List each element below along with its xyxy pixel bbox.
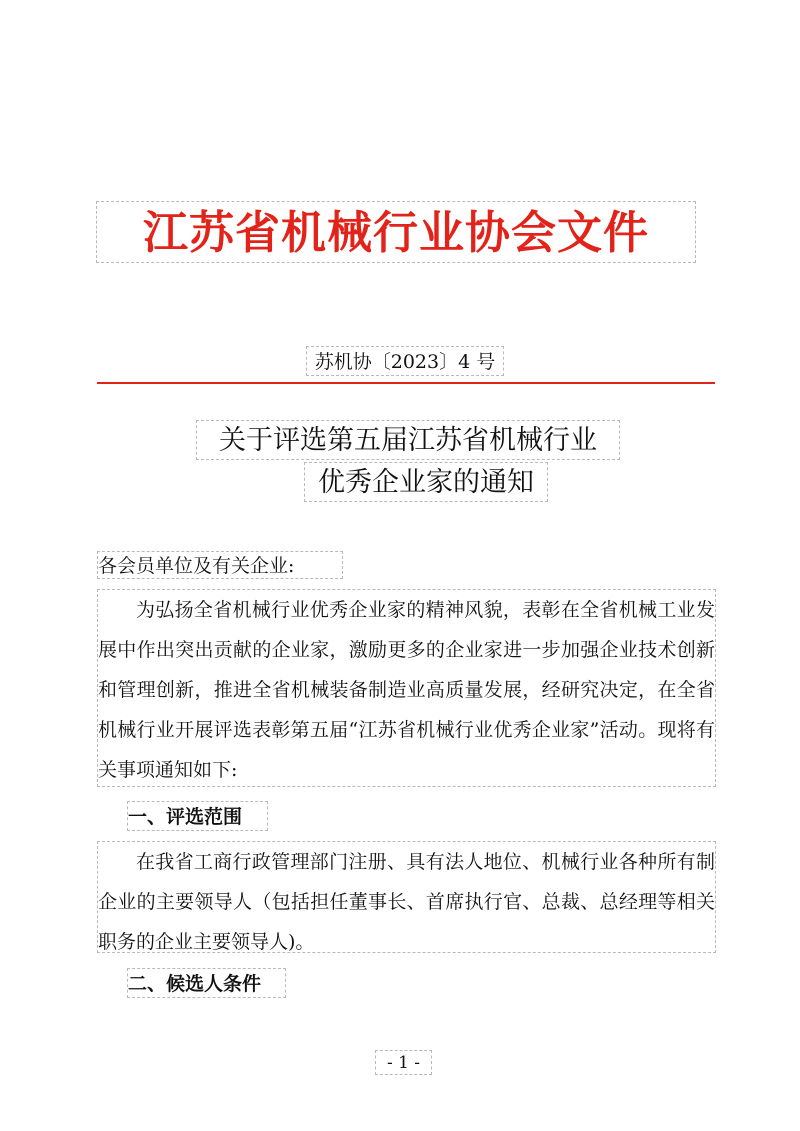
intro-paragraph: 为弘扬全省机械行业优秀企业家的精神风貌，表彰在全省机械工业发展中作出突出贡献的企业家，激励更多的企业家进一步加强企业技术创新和管理创新，推进全省机械装备制造业高质量发展，经研究决定，在全省机械行业开展评选表彰第五届“江苏省机械行业优秀企业家”活动。现将有关事项通知如下: <box>97 589 716 787</box>
section-heading-scope: 一、评选范围 <box>127 801 268 831</box>
scope-paragraph: 在我省工商行政管理部门注册、具有法人地位、机械行业各种所有制企业的主要领导人（包括担任董事长、首席执行官、总裁、总经理等相关职务的企业主要领导人)。 <box>97 841 716 953</box>
organization-header-title: 江苏省机械行业协会文件 <box>96 201 696 263</box>
document-title-line-2: 优秀企业家的通知 <box>304 462 548 502</box>
red-divider-rule <box>97 382 715 384</box>
document-number: 苏机协〔2023〕4 号 <box>306 346 504 376</box>
document-title-line-1: 关于评选第五届江苏省机械行业 <box>196 420 620 460</box>
page-number: - 1 - <box>375 1050 432 1075</box>
salutation: 各会员单位及有关企业: <box>97 551 343 579</box>
section-heading-candidate-conditions: 二、候选人条件 <box>127 968 286 998</box>
